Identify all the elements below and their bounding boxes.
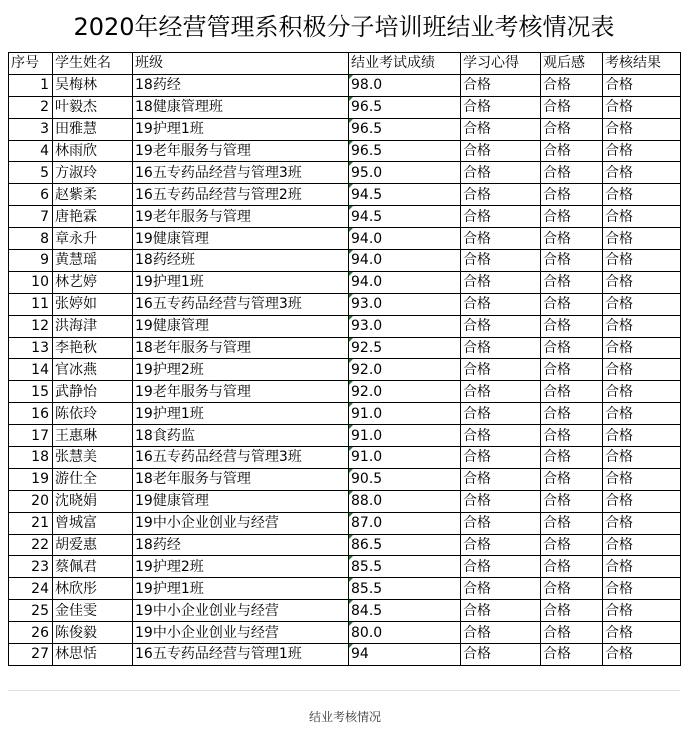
cell-result: 合格 <box>603 556 681 578</box>
cell-class: 19健康管理 <box>133 315 349 337</box>
cell-no: 17 <box>9 425 53 447</box>
cell-no: 18 <box>9 447 53 469</box>
cell-score: 94.0 <box>349 250 461 272</box>
cell-class: 18药经 <box>133 74 349 96</box>
cell-no: 24 <box>9 578 53 600</box>
cell-no: 2 <box>9 96 53 118</box>
cell-score: 84.5 <box>349 600 461 622</box>
cell-result: 合格 <box>603 600 681 622</box>
cell-name: 曾城富 <box>53 512 133 534</box>
cell-review: 合格 <box>541 293 603 315</box>
cell-notes: 合格 <box>461 162 541 184</box>
cell-review: 合格 <box>541 96 603 118</box>
cell-name: 官冰燕 <box>53 359 133 381</box>
divider <box>8 690 680 691</box>
table-row <box>9 184 681 206</box>
cell-score: 90.5 <box>349 468 461 490</box>
table-row <box>9 206 681 228</box>
cell-class: 18健康管理班 <box>133 96 349 118</box>
cell-class: 18食药监 <box>133 425 349 447</box>
cell-no: 11 <box>9 293 53 315</box>
table-row <box>9 644 681 666</box>
table-row <box>9 534 681 556</box>
cell-score: 92.0 <box>349 359 461 381</box>
cell-review: 合格 <box>541 425 603 447</box>
cell-result: 合格 <box>603 490 681 512</box>
cell-no: 16 <box>9 403 53 425</box>
cell-notes: 合格 <box>461 228 541 250</box>
table-row <box>9 468 681 490</box>
table-row <box>9 250 681 272</box>
cell-no: 5 <box>9 162 53 184</box>
cell-result: 合格 <box>603 162 681 184</box>
cell-score: 85.5 <box>349 578 461 600</box>
cell-class: 19健康管理 <box>133 228 349 250</box>
cell-name: 张婷如 <box>53 293 133 315</box>
cell-result: 合格 <box>603 140 681 162</box>
cell-no: 19 <box>9 468 53 490</box>
cell-review: 合格 <box>541 118 603 140</box>
cell-class: 19护理1班 <box>133 578 349 600</box>
cell-notes: 合格 <box>461 578 541 600</box>
cell-notes: 合格 <box>461 381 541 403</box>
col-header-class: 班级 <box>133 53 349 75</box>
cell-score: 94 <box>349 644 461 666</box>
cell-review: 合格 <box>541 644 603 666</box>
cell-class: 19老年服务与管理 <box>133 140 349 162</box>
cell-no: 12 <box>9 315 53 337</box>
cell-name: 赵紫柔 <box>53 184 133 206</box>
cell-notes: 合格 <box>461 118 541 140</box>
cell-result: 合格 <box>603 118 681 140</box>
col-header-notes: 学习心得 <box>461 53 541 75</box>
cell-score: 94.5 <box>349 206 461 228</box>
cell-name: 洪海津 <box>53 315 133 337</box>
cell-review: 合格 <box>541 206 603 228</box>
cell-result: 合格 <box>603 206 681 228</box>
cell-class: 18药经班 <box>133 250 349 272</box>
cell-class: 16五专药品经营与管理3班 <box>133 447 349 469</box>
cell-notes: 合格 <box>461 534 541 556</box>
cell-class: 19中小企业创业与经营 <box>133 600 349 622</box>
cell-class: 16五专药品经营与管理1班 <box>133 644 349 666</box>
cell-review: 合格 <box>541 403 603 425</box>
cell-review: 合格 <box>541 271 603 293</box>
cell-notes: 合格 <box>461 315 541 337</box>
table-row <box>9 425 681 447</box>
cell-no: 15 <box>9 381 53 403</box>
cell-class: 16五专药品经营与管理3班 <box>133 162 349 184</box>
col-header-name: 学生姓名 <box>53 53 133 75</box>
cell-class: 19健康管理 <box>133 490 349 512</box>
cell-review: 合格 <box>541 359 603 381</box>
table-row <box>9 403 681 425</box>
cell-score: 93.0 <box>349 315 461 337</box>
cell-notes: 合格 <box>461 184 541 206</box>
cell-score: 88.0 <box>349 490 461 512</box>
cell-score: 92.5 <box>349 337 461 359</box>
cell-score: 80.0 <box>349 622 461 644</box>
cell-name: 林思恬 <box>53 644 133 666</box>
cell-result: 合格 <box>603 403 681 425</box>
cell-review: 合格 <box>541 140 603 162</box>
cell-class: 19老年服务与管理 <box>133 206 349 228</box>
cell-score: 93.0 <box>349 293 461 315</box>
cell-no: 8 <box>9 228 53 250</box>
cell-review: 合格 <box>541 490 603 512</box>
cell-class: 19护理1班 <box>133 403 349 425</box>
table-row <box>9 512 681 534</box>
cell-name: 吴梅林 <box>53 74 133 96</box>
cell-name: 方淑玲 <box>53 162 133 184</box>
cell-no: 22 <box>9 534 53 556</box>
cell-score: 96.5 <box>349 140 461 162</box>
table-row <box>9 578 681 600</box>
cell-no: 3 <box>9 118 53 140</box>
cell-no: 1 <box>9 74 53 96</box>
cell-score: 98.0 <box>349 74 461 96</box>
cell-name: 林艺婷 <box>53 271 133 293</box>
cell-class: 19中小企业创业与经营 <box>133 512 349 534</box>
table-row <box>9 118 681 140</box>
table-row <box>9 228 681 250</box>
cell-class: 16五专药品经营与管理3班 <box>133 293 349 315</box>
cell-name: 沈晓娟 <box>53 490 133 512</box>
cell-notes: 合格 <box>461 403 541 425</box>
cell-result: 合格 <box>603 359 681 381</box>
cell-review: 合格 <box>541 228 603 250</box>
cell-name: 田雅慧 <box>53 118 133 140</box>
cell-class: 19护理2班 <box>133 556 349 578</box>
cell-name: 游仕全 <box>53 468 133 490</box>
cell-result: 合格 <box>603 74 681 96</box>
cell-notes: 合格 <box>461 644 541 666</box>
table-row <box>9 359 681 381</box>
table-row <box>9 490 681 512</box>
col-header-review: 观后感 <box>541 53 603 75</box>
cell-no: 21 <box>9 512 53 534</box>
cell-notes: 合格 <box>461 468 541 490</box>
cell-name: 李艳秋 <box>53 337 133 359</box>
cell-class: 19中小企业创业与经营 <box>133 622 349 644</box>
header-row <box>9 53 681 75</box>
cell-name: 蔡佩君 <box>53 556 133 578</box>
table-row <box>9 293 681 315</box>
cell-review: 合格 <box>541 556 603 578</box>
cell-no: 27 <box>9 644 53 666</box>
cell-result: 合格 <box>603 184 681 206</box>
cell-name: 张慧美 <box>53 447 133 469</box>
cell-class: 19老年服务与管理 <box>133 381 349 403</box>
table-row <box>9 315 681 337</box>
cell-review: 合格 <box>541 578 603 600</box>
table-row <box>9 337 681 359</box>
cell-result: 合格 <box>603 622 681 644</box>
cell-score: 96.5 <box>349 118 461 140</box>
cell-review: 合格 <box>541 315 603 337</box>
cell-result: 合格 <box>603 578 681 600</box>
cell-notes: 合格 <box>461 447 541 469</box>
cell-notes: 合格 <box>461 600 541 622</box>
cell-class: 18药经 <box>133 534 349 556</box>
cell-no: 9 <box>9 250 53 272</box>
cell-result: 合格 <box>603 315 681 337</box>
cell-result: 合格 <box>603 534 681 556</box>
cell-name: 武静怡 <box>53 381 133 403</box>
cell-review: 合格 <box>541 162 603 184</box>
cell-score: 91.0 <box>349 425 461 447</box>
cell-result: 合格 <box>603 512 681 534</box>
spreadsheet <box>8 8 680 685</box>
cell-score: 87.0 <box>349 512 461 534</box>
cell-no: 26 <box>9 622 53 644</box>
cell-class: 19护理1班 <box>133 271 349 293</box>
cell-notes: 合格 <box>461 337 541 359</box>
cell-notes: 合格 <box>461 271 541 293</box>
cell-notes: 合格 <box>461 140 541 162</box>
cell-score: 86.5 <box>349 534 461 556</box>
cell-score: 91.0 <box>349 403 461 425</box>
table-row <box>9 74 681 96</box>
cell-result: 合格 <box>603 425 681 447</box>
cell-notes: 合格 <box>461 293 541 315</box>
cell-class: 18老年服务与管理 <box>133 337 349 359</box>
cell-result: 合格 <box>603 250 681 272</box>
cell-name: 唐艳霖 <box>53 206 133 228</box>
cell-notes: 合格 <box>461 556 541 578</box>
image-caption: 结业考核情况 <box>308 710 381 724</box>
cell-no: 4 <box>9 140 53 162</box>
cell-score: 95.0 <box>349 162 461 184</box>
cell-result: 合格 <box>603 293 681 315</box>
cell-result: 合格 <box>603 447 681 469</box>
cell-no: 10 <box>9 271 53 293</box>
table-row <box>9 600 681 622</box>
results-table <box>8 52 681 666</box>
cell-score: 94.0 <box>349 228 461 250</box>
cell-no: 7 <box>9 206 53 228</box>
col-header-result: 考核结果 <box>603 53 681 75</box>
cell-no: 14 <box>9 359 53 381</box>
cell-review: 合格 <box>541 184 603 206</box>
cell-name: 陈依玲 <box>53 403 133 425</box>
col-header-score: 结业考试成绩 <box>349 53 461 75</box>
cell-class: 19护理2班 <box>133 359 349 381</box>
table-row <box>9 381 681 403</box>
cell-notes: 合格 <box>461 425 541 447</box>
cell-name: 金佳雯 <box>53 600 133 622</box>
col-header-no: 序号 <box>9 53 53 75</box>
cell-review: 合格 <box>541 337 603 359</box>
cell-score: 91.0 <box>349 447 461 469</box>
cell-score: 85.5 <box>349 556 461 578</box>
cell-result: 合格 <box>603 381 681 403</box>
cell-name: 叶毅杰 <box>53 96 133 118</box>
cell-name: 胡爱惠 <box>53 534 133 556</box>
table-row <box>9 447 681 469</box>
cell-review: 合格 <box>541 622 603 644</box>
table-row <box>9 96 681 118</box>
cell-notes: 合格 <box>461 250 541 272</box>
table-row <box>9 140 681 162</box>
cell-class: 16五专药品经营与管理2班 <box>133 184 349 206</box>
cell-result: 合格 <box>603 468 681 490</box>
cell-no: 23 <box>9 556 53 578</box>
cell-name: 林雨欣 <box>53 140 133 162</box>
cell-result: 合格 <box>603 228 681 250</box>
table-row <box>9 162 681 184</box>
cell-no: 13 <box>9 337 53 359</box>
cell-notes: 合格 <box>461 512 541 534</box>
cell-name: 陈俊毅 <box>53 622 133 644</box>
cell-notes: 合格 <box>461 206 541 228</box>
cell-score: 94.0 <box>349 271 461 293</box>
cell-score: 92.0 <box>349 381 461 403</box>
cell-notes: 合格 <box>461 74 541 96</box>
cell-review: 合格 <box>541 534 603 556</box>
cell-score: 96.5 <box>349 96 461 118</box>
cell-notes: 合格 <box>461 359 541 381</box>
cell-no: 20 <box>9 490 53 512</box>
cell-score: 94.5 <box>349 184 461 206</box>
cell-review: 合格 <box>541 447 603 469</box>
cell-review: 合格 <box>541 468 603 490</box>
cell-notes: 合格 <box>461 490 541 512</box>
cell-no: 6 <box>9 184 53 206</box>
cell-result: 合格 <box>603 271 681 293</box>
cell-review: 合格 <box>541 512 603 534</box>
cell-review: 合格 <box>541 381 603 403</box>
table-row <box>9 556 681 578</box>
cell-review: 合格 <box>541 250 603 272</box>
cell-class: 18老年服务与管理 <box>133 468 349 490</box>
table-row <box>9 271 681 293</box>
table-title: 2020年经营管理系积极分子培训班结业考核情况表 <box>73 13 615 41</box>
cell-notes: 合格 <box>461 96 541 118</box>
cell-name: 黄慧瑶 <box>53 250 133 272</box>
cell-review: 合格 <box>541 74 603 96</box>
cell-class: 19护理1班 <box>133 118 349 140</box>
cell-result: 合格 <box>603 337 681 359</box>
cell-name: 章永升 <box>53 228 133 250</box>
cell-result: 合格 <box>603 644 681 666</box>
cell-result: 合格 <box>603 96 681 118</box>
cell-review: 合格 <box>541 600 603 622</box>
table-row <box>9 622 681 644</box>
cell-no: 25 <box>9 600 53 622</box>
cell-name: 林欣彤 <box>53 578 133 600</box>
cell-name: 王惠琳 <box>53 425 133 447</box>
cell-notes: 合格 <box>461 622 541 644</box>
